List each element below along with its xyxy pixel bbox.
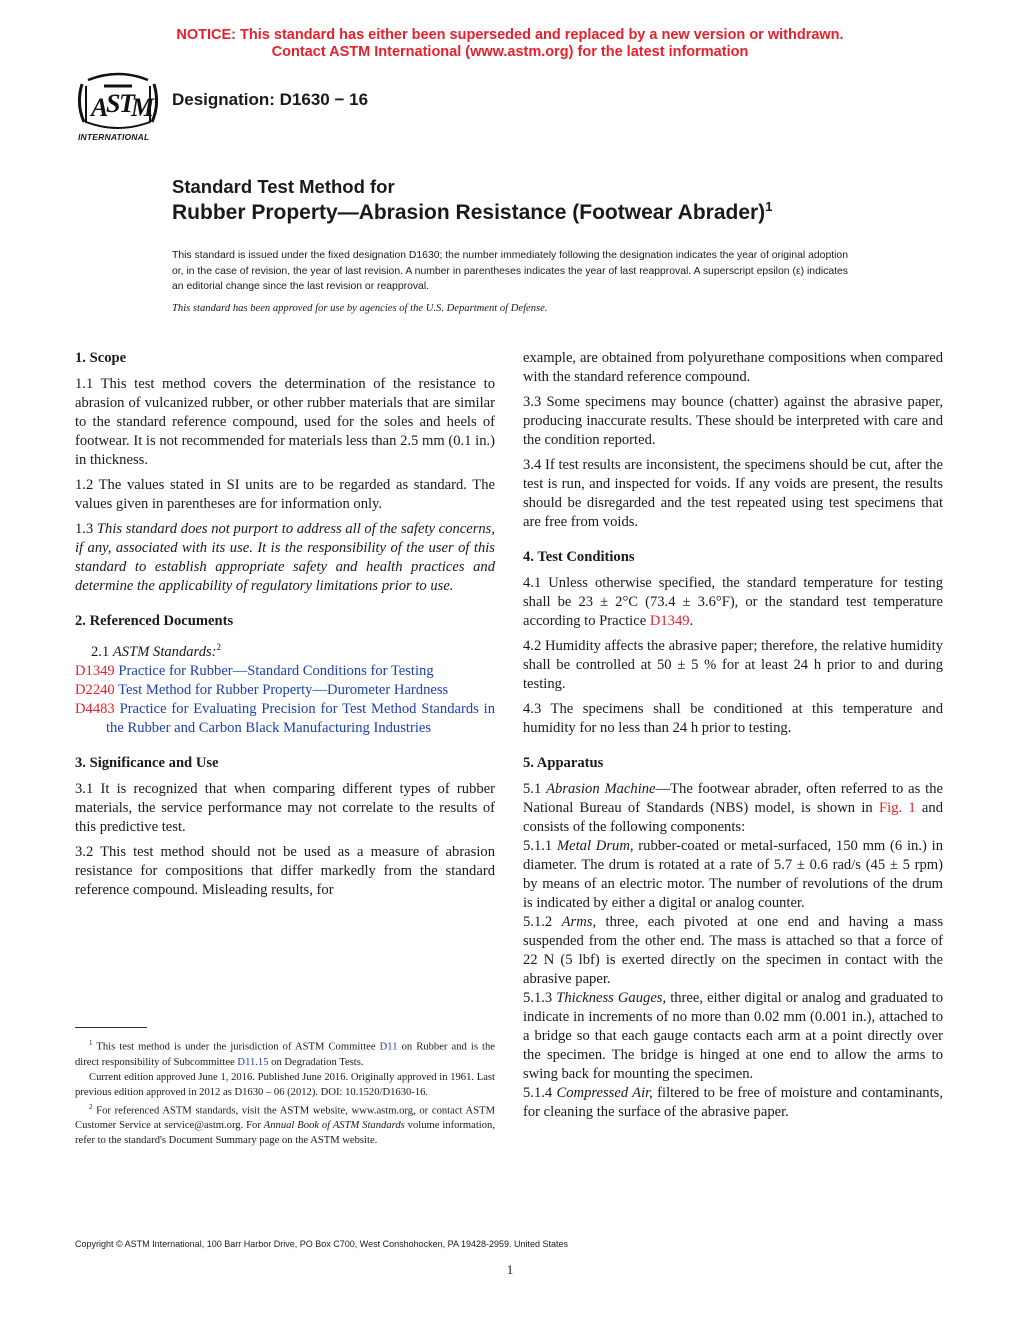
footnote-1-edition: Current edition approved June 1, 2016. Published June 2016. Originally approved in 1961. Last previous edition approved in 2012 as D1630 – 06 (2012). DOI: 10.1520/D1630-16. [75, 1071, 495, 1098]
para-5-1-1-num: 5.1.1 [523, 838, 557, 854]
para-5-1-1 [523, 837, 943, 913]
notice-line-2: Contact ASTM International (www.astm.org) for the latest information [271, 44, 749, 60]
footnote-rule [75, 1027, 147, 1028]
footnotes [75, 1036, 495, 1148]
ref-code[interactable]: D2240 [75, 681, 115, 698]
para-1-1: 1.1 This test method covers the determination of the resistance to abrasion of vulcanized rubber, or other rubber materials that are similar to the standard reference compound, used for the soles and heels of footwear. It is not recommended for materials less than 2.5 mm (0.1 in.) in thickness. [75, 376, 495, 468]
para-5-1-2-text: three, each pivoted at one end and having a mass suspended from the other end. The mass is attached so that a force of 22 N (5 lbf) is exerted directly on the specimen in contact with the abrasive paper. [523, 914, 943, 987]
para-5-1-4-num: 5.1.4 [523, 1085, 557, 1101]
para-5-1-text: —The footwear abrader, often referred to as the National Bureau of Standards (NBS) model, is shown in [523, 781, 944, 816]
footnote-1-text-b: on Rubber and is the direct responsibility of Subcommittee [75, 1041, 496, 1068]
title-line-1: Standard Test Method for [172, 176, 395, 197]
para-5-1-2 [523, 913, 943, 989]
para-1-3 [75, 520, 495, 596]
para-5-1-1-text: rubber-coated or metal-surfaced, 150 mm (6 in.) in diameter. The drum is rotated at a rate of 5.7 ± 0.6 rad/s (45 ± 5 rpm) by means of an electric motor. The number of revolutions of the drum is indicated by either a digital or analog counter. [523, 838, 943, 911]
ref-title[interactable]: Practice for Rubber—Standard Conditions for Testing [114, 662, 434, 679]
right-column [523, 349, 943, 1122]
footnote-2-marker: 2 [89, 1102, 93, 1111]
title-line-2 [172, 199, 772, 225]
para-1-3-text: This standard does not purport to address all of the safety concerns, if any, associated with its use. It is the responsibility of the user of this standard to establish appropriate safety and health practices and determine the applicability of regulatory limitations prior to use. [75, 521, 496, 594]
para-4-1-text: 4.1 Unless otherwise specified, the standard temperature for testing shall be 23 ± 2°C (73.4 ± 3.6°F), or the standard test temperature according to Practice [523, 575, 943, 629]
para-5-1-3-text: three, either digital or analog and graduated to indicate in increments of no more than 0.02 mm (0.001 in.), attached to a bridge so that each gauge contacts each arm at a point directly over the specimen. The bridge is hinged at one end to allow the arms to swing back for mounting the specimen. [523, 990, 943, 1082]
footnote-1-marker: 1 [89, 1039, 93, 1047]
para-5-1-3-term: Thickness Gauges, [556, 990, 667, 1006]
ref-d1349[interactable] [75, 662, 495, 681]
section-heading-apparatus: 5. Apparatus [523, 755, 604, 771]
ref-code[interactable]: D1349 [75, 662, 115, 679]
designation: Designation: D1630 − 16 [172, 90, 369, 109]
para-3-4: 3.4 If test results are inconsistent, the specimens should be cut, after the test is run, and inspected for voids. If any voids are present, the results should be disregarded and the test repeated using test specimens that are free from voids. [523, 457, 943, 530]
para-3-2-cont: example, are obtained from polyurethane compositions when compared with the standard reference compound. [523, 350, 943, 385]
para-2-1-text: ASTM Standards: [112, 643, 217, 660]
subcommittee-link[interactable]: D11.15 [237, 1056, 269, 1068]
para-5-1-end: and consists of the following components: [523, 800, 943, 835]
para-4-2: 4.2 Humidity affects the abrasive paper; therefore, the relative humidity shall be controlled at 50 ± 5 % for at least 24 h prior to and during testing. [523, 638, 943, 692]
para-3-2: 3.2 This test method should not be used as a measure of abrasion resistance for compositions that differ markedly from the standard reference compound. Misleading results, for [75, 843, 495, 898]
ref-d2240[interactable] [75, 681, 495, 700]
section-heading-referenced: 2. Referenced Documents [75, 613, 234, 629]
svg-text:A: A [91, 93, 109, 122]
para-5-1-1-term: Metal Drum, [556, 838, 634, 854]
title-text: Rubber Property—Abrasion Resistance (Footwear Abrader) [172, 201, 766, 224]
section-heading-significance: 3. Significance and Use [75, 754, 219, 771]
svg-text:T: T [119, 89, 135, 118]
para-2-1 [75, 638, 495, 662]
para-5-1-4 [523, 1084, 943, 1122]
page-number: 1 [506, 1262, 514, 1277]
para-5-1-4-term: Compressed Air, [556, 1085, 653, 1101]
para-5-1-3 [523, 989, 943, 1084]
para-3-3: 3.3 Some specimens may bounce (chatter) against the abrasive paper, producing inaccurate results. These should be interpreted with care and the condition reported. [523, 394, 943, 448]
para-5-1 [523, 780, 943, 837]
section-heading-test-conditions: 4. Test Conditions [523, 549, 635, 565]
para-4-1 [523, 574, 943, 631]
para-4-3: 4.3 The specimens shall be conditioned at this temperature and humidity for no less than 24 h prior to testing. [523, 701, 943, 736]
left-column [75, 337, 495, 906]
title-footnote-ref[interactable]: 1 [765, 199, 773, 214]
copyright: Copyright © ASTM International, 100 Barr Harbor Drive, PO Box C700, West Conshohocken, PA 19428-2959. United States [75, 1239, 569, 1249]
ref-title[interactable]: Practice for Evaluating Precision for Test Method Standards in the Rubber and Carbon Black Manufacturing Industries [106, 700, 495, 736]
para-5-1-2-term: Arms, [561, 914, 597, 930]
para-5-1-2-num: 5.1.2 [523, 914, 562, 930]
para-3-1: 3.1 It is recognized that when comparing different types of rubber materials, the service performance may not correlate to the results of this predictive test. [75, 780, 495, 835]
footnote-2 [75, 1100, 495, 1149]
para-2-1-sup[interactable]: 2 [216, 642, 222, 652]
footnote-1-text-a: This test method is under the jurisdiction of ASTM Committee [92, 1041, 380, 1053]
ref-title[interactable]: Test Method for Rubber Property—Durometer Hardness [114, 681, 449, 698]
footnote-2-italic: Annual Book of ASTM Standards [263, 1120, 405, 1132]
svg-text:M: M [131, 93, 155, 122]
ref-code[interactable]: D4483 [75, 700, 115, 717]
svg-text:S: S [106, 89, 121, 118]
notice-line-1: NOTICE: This standard has either been superseded and replaced by a new version or withdrawn. [176, 27, 844, 43]
para-4-1-end: . [689, 613, 694, 629]
footnote-2-text-b: volume information, refer to the standard's Document Summary page on the ASTM website. [75, 1120, 495, 1147]
approval-statement: This standard has been approved for use by agencies of the U.S. Department of Defense. [172, 303, 548, 314]
footnote-1 [75, 1036, 495, 1070]
footnote-2-text-a: For referenced ASTM standards, visit the ASTM website, www.astm.org, or contact ASTM Customer Service at service@astm.org. For [75, 1105, 495, 1132]
issued-statement: This standard is issued under the fixed designation D1630; the number immediately following the designation indicates the year of original adoption or, in the case of revision, the year of last revision. A number in parentheses indicates the year of last reapproval. A superscript epsilon (ε) indicates an editorial change since the last revision or reapproval. [172, 250, 848, 292]
astm-logo [76, 72, 160, 144]
para-5-1-num: 5.1 [523, 781, 547, 797]
para-2-1-num: 2.1 [91, 643, 113, 660]
para-5-1-4-text: filtered to be free of moisture and contaminants, for cleaning the surface of the abrasive paper. [523, 1085, 943, 1120]
para-5-1-term: Abrasion Machine [546, 781, 656, 797]
ref-d4483[interactable] [75, 700, 495, 738]
para-5-1-3-num: 5.1.3 [523, 990, 557, 1006]
committee-link[interactable]: D11 [379, 1041, 398, 1053]
para-1-2: 1.2 The values stated in SI units are to be regarded as standard. The values given in parentheses are for information only. [75, 477, 495, 512]
para-1-3-num: 1.3 [75, 521, 97, 537]
section-heading-scope: 1. Scope [75, 350, 127, 366]
practice-d1349-link[interactable]: D1349 [649, 613, 690, 629]
logo-text: INTERNATIONAL [78, 132, 150, 142]
footnote-1-text-c: on Degradation Tests. [268, 1056, 364, 1068]
figure-1-link[interactable]: Fig. 1 [878, 800, 916, 816]
